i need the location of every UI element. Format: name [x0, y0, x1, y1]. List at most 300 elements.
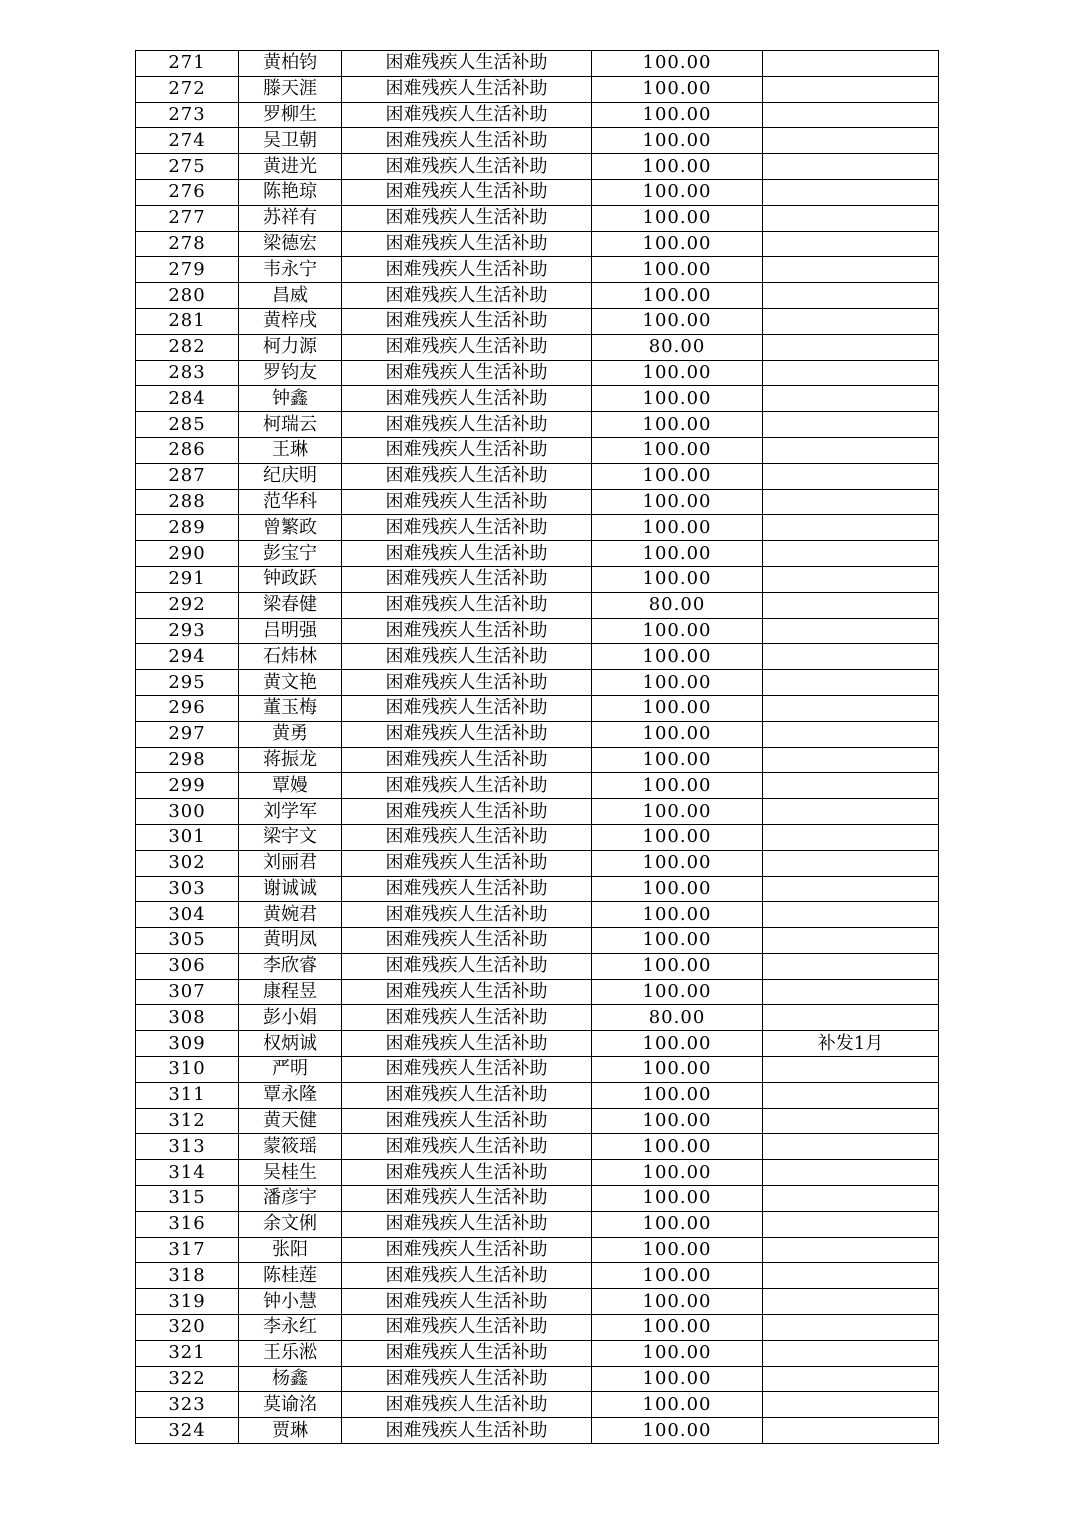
- note-cell: [763, 747, 939, 773]
- note-cell: [763, 1160, 939, 1186]
- subsidy-item-cell: 困难残疾人生活补助: [342, 1108, 592, 1134]
- table-row: [136, 876, 939, 902]
- note-cell: [763, 179, 939, 205]
- row-number-cell: 299: [136, 773, 239, 799]
- row-number-cell: 297: [136, 721, 239, 747]
- subsidy-item-cell: 困难残疾人生活补助: [342, 799, 592, 825]
- subsidy-item-cell: 困难残疾人生活补助: [342, 1237, 592, 1263]
- recipient-name-cell: 曾繁政: [239, 515, 342, 541]
- table-row: [136, 283, 939, 309]
- table-row: [136, 128, 939, 154]
- note-cell: [763, 721, 939, 747]
- row-number-cell: 287: [136, 463, 239, 489]
- amount-cell: 100.00: [592, 463, 763, 489]
- recipient-name-cell: 李永红: [239, 1315, 342, 1341]
- subsidy-item-cell: 困难残疾人生活补助: [342, 360, 592, 386]
- amount-cell: 100.00: [592, 876, 763, 902]
- row-number-cell: 278: [136, 231, 239, 257]
- recipient-name-cell: 柯瑞云: [239, 412, 342, 438]
- note-cell: [763, 386, 939, 412]
- subsidy-item-cell: 困难残疾人生活补助: [342, 205, 592, 231]
- table-row: [136, 1082, 939, 1108]
- note-cell: [763, 670, 939, 696]
- amount-cell: 100.00: [592, 566, 763, 592]
- table-row: [136, 1186, 939, 1212]
- amount-cell: 100.00: [592, 231, 763, 257]
- recipient-name-cell: 梁宇文: [239, 824, 342, 850]
- note-cell: [763, 1392, 939, 1418]
- recipient-name-cell: 黄天健: [239, 1108, 342, 1134]
- row-number-cell: 300: [136, 799, 239, 825]
- table-row: [136, 618, 939, 644]
- recipient-name-cell: 严明: [239, 1057, 342, 1083]
- recipient-name-cell: 余文俐: [239, 1211, 342, 1237]
- recipient-name-cell: 黄进光: [239, 154, 342, 180]
- table-row: [136, 1263, 939, 1289]
- note-cell: [763, 1340, 939, 1366]
- recipient-name-cell: 陈艳琼: [239, 179, 342, 205]
- subsidy-item-cell: 困难残疾人生活补助: [342, 747, 592, 773]
- subsidy-item-cell: 困难残疾人生活补助: [342, 412, 592, 438]
- amount-cell: 100.00: [592, 1340, 763, 1366]
- recipient-name-cell: 覃永隆: [239, 1082, 342, 1108]
- subsidy-item-cell: 困难残疾人生活补助: [342, 644, 592, 670]
- table-row: [136, 412, 939, 438]
- amount-cell: 100.00: [592, 360, 763, 386]
- amount-cell: 80.00: [592, 592, 763, 618]
- subsidy-item-cell: 困难残疾人生活补助: [342, 824, 592, 850]
- note-cell: [763, 1315, 939, 1341]
- row-number-cell: 294: [136, 644, 239, 670]
- row-number-cell: 304: [136, 902, 239, 928]
- subsidy-item-cell: 困难残疾人生活补助: [342, 1005, 592, 1031]
- amount-cell: 100.00: [592, 257, 763, 283]
- row-number-cell: 277: [136, 205, 239, 231]
- amount-cell: 100.00: [592, 721, 763, 747]
- subsidy-item-cell: 困难残疾人生活补助: [342, 231, 592, 257]
- subsidy-item-cell: 困难残疾人生活补助: [342, 51, 592, 77]
- note-cell: [763, 695, 939, 721]
- subsidy-item-cell: 困难残疾人生活补助: [342, 1082, 592, 1108]
- table-row: [136, 205, 939, 231]
- recipient-name-cell: 黄明凤: [239, 928, 342, 954]
- recipient-name-cell: 钟鑫: [239, 386, 342, 412]
- note-cell: [763, 1186, 939, 1212]
- table-row: [136, 1340, 939, 1366]
- amount-cell: 100.00: [592, 154, 763, 180]
- row-number-cell: 295: [136, 670, 239, 696]
- table-row: [136, 1211, 939, 1237]
- row-number-cell: 291: [136, 566, 239, 592]
- amount-cell: 100.00: [592, 437, 763, 463]
- amount-cell: 100.00: [592, 128, 763, 154]
- amount-cell: 100.00: [592, 1237, 763, 1263]
- note-cell: [763, 773, 939, 799]
- table-row: [136, 721, 939, 747]
- amount-cell: 100.00: [592, 618, 763, 644]
- amount-cell: 100.00: [592, 205, 763, 231]
- recipient-name-cell: 权炳诚: [239, 1031, 342, 1057]
- row-number-cell: 275: [136, 154, 239, 180]
- note-cell: [763, 592, 939, 618]
- table-row: [136, 51, 939, 77]
- note-cell: [763, 566, 939, 592]
- table-row: [136, 1160, 939, 1186]
- recipient-name-cell: 吴桂生: [239, 1160, 342, 1186]
- row-number-cell: 321: [136, 1340, 239, 1366]
- subsidy-item-cell: 困难残疾人生活补助: [342, 489, 592, 515]
- recipient-name-cell: 陈桂莲: [239, 1263, 342, 1289]
- note-cell: [763, 1366, 939, 1392]
- recipient-name-cell: 梁德宏: [239, 231, 342, 257]
- subsidy-item-cell: 困难残疾人生活补助: [342, 1366, 592, 1392]
- row-number-cell: 285: [136, 412, 239, 438]
- note-cell: [763, 102, 939, 128]
- row-number-cell: 276: [136, 179, 239, 205]
- table-row: [136, 902, 939, 928]
- subsidy-item-cell: 困难残疾人生活补助: [342, 257, 592, 283]
- recipient-name-cell: 彭宝宁: [239, 541, 342, 567]
- recipient-name-cell: 蒋振龙: [239, 747, 342, 773]
- subsidy-item-cell: 困难残疾人生活补助: [342, 1418, 592, 1444]
- table-row: [136, 1057, 939, 1083]
- row-number-cell: 282: [136, 334, 239, 360]
- table-row: [136, 850, 939, 876]
- note-cell: [763, 876, 939, 902]
- note-cell: [763, 799, 939, 825]
- subsidy-item-cell: 困难残疾人生活补助: [342, 437, 592, 463]
- table-row: [136, 695, 939, 721]
- subsidy-item-cell: 困难残疾人生活补助: [342, 463, 592, 489]
- row-number-cell: 283: [136, 360, 239, 386]
- amount-cell: 100.00: [592, 489, 763, 515]
- table-row: [136, 515, 939, 541]
- recipient-name-cell: 潘彦宇: [239, 1186, 342, 1212]
- subsidy-item-cell: 困难残疾人生活补助: [342, 1289, 592, 1315]
- recipient-name-cell: 钟政跃: [239, 566, 342, 592]
- row-number-cell: 281: [136, 308, 239, 334]
- amount-cell: 100.00: [592, 902, 763, 928]
- recipient-name-cell: 罗柳生: [239, 102, 342, 128]
- table-row: [136, 1108, 939, 1134]
- row-number-cell: 310: [136, 1057, 239, 1083]
- table-row: [136, 1031, 939, 1057]
- recipient-name-cell: 罗钧友: [239, 360, 342, 386]
- subsidy-item-cell: 困难残疾人生活补助: [342, 953, 592, 979]
- note-cell: [763, 902, 939, 928]
- amount-cell: 100.00: [592, 953, 763, 979]
- recipient-name-cell: 黄婉君: [239, 902, 342, 928]
- note-cell: [763, 283, 939, 309]
- table-row: [136, 257, 939, 283]
- table-row: [136, 541, 939, 567]
- subsidy-item-cell: 困难残疾人生活补助: [342, 876, 592, 902]
- note-cell: [763, 953, 939, 979]
- subsidy-item-cell: 困难残疾人生活补助: [342, 670, 592, 696]
- subsidy-item-cell: 困难残疾人生活补助: [342, 773, 592, 799]
- row-number-cell: 279: [136, 257, 239, 283]
- amount-cell: 100.00: [592, 1211, 763, 1237]
- row-number-cell: 307: [136, 979, 239, 1005]
- subsidy-item-cell: 困难残疾人生活补助: [342, 721, 592, 747]
- note-cell: [763, 1211, 939, 1237]
- note-cell: [763, 928, 939, 954]
- row-number-cell: 317: [136, 1237, 239, 1263]
- note-cell: [763, 360, 939, 386]
- note-cell: [763, 1289, 939, 1315]
- row-number-cell: 284: [136, 386, 239, 412]
- subsidy-roster-table: [135, 50, 939, 1444]
- recipient-name-cell: 黄文艳: [239, 670, 342, 696]
- amount-cell: 100.00: [592, 928, 763, 954]
- table-row: [136, 1366, 939, 1392]
- table-row: [136, 1392, 939, 1418]
- amount-cell: 100.00: [592, 102, 763, 128]
- subsidy-item-cell: 困难残疾人生活补助: [342, 128, 592, 154]
- note-cell: [763, 1082, 939, 1108]
- subsidy-item-cell: 困难残疾人生活补助: [342, 902, 592, 928]
- row-number-cell: 315: [136, 1186, 239, 1212]
- recipient-name-cell: 刘学军: [239, 799, 342, 825]
- subsidy-item-cell: 困难残疾人生活补助: [342, 515, 592, 541]
- note-cell: [763, 1108, 939, 1134]
- recipient-name-cell: 滕天涯: [239, 76, 342, 102]
- subsidy-item-cell: 困难残疾人生活补助: [342, 566, 592, 592]
- row-number-cell: 271: [136, 51, 239, 77]
- subsidy-item-cell: 困难残疾人生活补助: [342, 850, 592, 876]
- row-number-cell: 296: [136, 695, 239, 721]
- amount-cell: 100.00: [592, 386, 763, 412]
- amount-cell: 100.00: [592, 308, 763, 334]
- subsidy-item-cell: 困难残疾人生活补助: [342, 1134, 592, 1160]
- amount-cell: 80.00: [592, 334, 763, 360]
- amount-cell: 100.00: [592, 1108, 763, 1134]
- row-number-cell: 324: [136, 1418, 239, 1444]
- table-row: [136, 231, 939, 257]
- note-cell: [763, 334, 939, 360]
- table-row: [136, 102, 939, 128]
- table-row: [136, 979, 939, 1005]
- row-number-cell: 273: [136, 102, 239, 128]
- row-number-cell: 316: [136, 1211, 239, 1237]
- subsidy-item-cell: 困难残疾人生活补助: [342, 1263, 592, 1289]
- table-row: [136, 308, 939, 334]
- recipient-name-cell: 莫谕洺: [239, 1392, 342, 1418]
- note-cell: [763, 231, 939, 257]
- table-row: [136, 928, 939, 954]
- row-number-cell: 286: [136, 437, 239, 463]
- note-cell: [763, 412, 939, 438]
- amount-cell: 100.00: [592, 1366, 763, 1392]
- row-number-cell: 308: [136, 1005, 239, 1031]
- note-cell: [763, 437, 939, 463]
- amount-cell: 100.00: [592, 541, 763, 567]
- table-row: [136, 386, 939, 412]
- amount-cell: 100.00: [592, 76, 763, 102]
- subsidy-item-cell: 困难残疾人生活补助: [342, 928, 592, 954]
- note-cell: [763, 1418, 939, 1444]
- note-cell: [763, 850, 939, 876]
- row-number-cell: 312: [136, 1108, 239, 1134]
- subsidy-item-cell: 困难残疾人生活补助: [342, 1315, 592, 1341]
- table-row: [136, 1418, 939, 1444]
- row-number-cell: 323: [136, 1392, 239, 1418]
- note-cell: [763, 1263, 939, 1289]
- row-number-cell: 293: [136, 618, 239, 644]
- subsidy-item-cell: 困难残疾人生活补助: [342, 1340, 592, 1366]
- row-number-cell: 309: [136, 1031, 239, 1057]
- subsidy-item-cell: 困难残疾人生活补助: [342, 102, 592, 128]
- note-cell: [763, 979, 939, 1005]
- note-cell: [763, 128, 939, 154]
- note-cell: [763, 257, 939, 283]
- note-cell: [763, 1057, 939, 1083]
- recipient-name-cell: 梁春健: [239, 592, 342, 618]
- subsidy-item-cell: 困难残疾人生活补助: [342, 1057, 592, 1083]
- table-row: [136, 644, 939, 670]
- table-row: [136, 773, 939, 799]
- recipient-name-cell: 谢诚诚: [239, 876, 342, 902]
- row-number-cell: 302: [136, 850, 239, 876]
- amount-cell: 100.00: [592, 644, 763, 670]
- recipient-name-cell: 杨鑫: [239, 1366, 342, 1392]
- recipient-name-cell: 覃嫚: [239, 773, 342, 799]
- amount-cell: 100.00: [592, 515, 763, 541]
- subsidy-item-cell: 困难残疾人生活补助: [342, 334, 592, 360]
- note-cell: [763, 205, 939, 231]
- roster-body: [136, 51, 939, 1444]
- note-cell: [763, 644, 939, 670]
- row-number-cell: 289: [136, 515, 239, 541]
- amount-cell: 100.00: [592, 283, 763, 309]
- amount-cell: 100.00: [592, 850, 763, 876]
- subsidy-item-cell: 困难残疾人生活补助: [342, 1392, 592, 1418]
- recipient-name-cell: 范华科: [239, 489, 342, 515]
- recipient-name-cell: 康程昱: [239, 979, 342, 1005]
- recipient-name-cell: 董玉梅: [239, 695, 342, 721]
- amount-cell: 100.00: [592, 179, 763, 205]
- subsidy-item-cell: 困难残疾人生活补助: [342, 592, 592, 618]
- recipient-name-cell: 王乐淞: [239, 1340, 342, 1366]
- recipient-name-cell: 钟小慧: [239, 1289, 342, 1315]
- row-number-cell: 322: [136, 1366, 239, 1392]
- table-row: [136, 1315, 939, 1341]
- note-cell: [763, 1237, 939, 1263]
- table-row: [136, 76, 939, 102]
- subsidy-item-cell: 困难残疾人生活补助: [342, 1031, 592, 1057]
- subsidy-item-cell: 困难残疾人生活补助: [342, 1160, 592, 1186]
- table-row: [136, 670, 939, 696]
- row-number-cell: 306: [136, 953, 239, 979]
- row-number-cell: 311: [136, 1082, 239, 1108]
- note-cell: 补发1月: [763, 1031, 939, 1057]
- note-cell: [763, 308, 939, 334]
- amount-cell: 100.00: [592, 1418, 763, 1444]
- recipient-name-cell: 贾琳: [239, 1418, 342, 1444]
- row-number-cell: 303: [136, 876, 239, 902]
- amount-cell: 100.00: [592, 773, 763, 799]
- note-cell: [763, 463, 939, 489]
- recipient-name-cell: 柯力源: [239, 334, 342, 360]
- amount-cell: 100.00: [592, 51, 763, 77]
- note-cell: [763, 1005, 939, 1031]
- note-cell: [763, 51, 939, 77]
- recipient-name-cell: 吴卫朝: [239, 128, 342, 154]
- subsidy-item-cell: 困难残疾人生活补助: [342, 283, 592, 309]
- recipient-name-cell: 吕明强: [239, 618, 342, 644]
- table-row: [136, 1237, 939, 1263]
- subsidy-item-cell: 困难残疾人生活补助: [342, 76, 592, 102]
- subsidy-item-cell: 困难残疾人生活补助: [342, 979, 592, 1005]
- recipient-name-cell: 黄勇: [239, 721, 342, 747]
- row-number-cell: 301: [136, 824, 239, 850]
- note-cell: [763, 618, 939, 644]
- subsidy-item-cell: 困难残疾人生活补助: [342, 1211, 592, 1237]
- recipient-name-cell: 昌威: [239, 283, 342, 309]
- recipient-name-cell: 李欣睿: [239, 953, 342, 979]
- recipient-name-cell: 王琳: [239, 437, 342, 463]
- recipient-name-cell: 纪庆明: [239, 463, 342, 489]
- table-row: [136, 824, 939, 850]
- amount-cell: 100.00: [592, 1186, 763, 1212]
- row-number-cell: 298: [136, 747, 239, 773]
- row-number-cell: 290: [136, 541, 239, 567]
- subsidy-item-cell: 困难残疾人生活补助: [342, 179, 592, 205]
- amount-cell: 100.00: [592, 1160, 763, 1186]
- table-row: [136, 360, 939, 386]
- amount-cell: 100.00: [592, 1057, 763, 1083]
- amount-cell: 100.00: [592, 1134, 763, 1160]
- table-row: [136, 179, 939, 205]
- amount-cell: 100.00: [592, 747, 763, 773]
- table-row: [136, 592, 939, 618]
- table-row: [136, 154, 939, 180]
- amount-cell: 100.00: [592, 799, 763, 825]
- row-number-cell: 272: [136, 76, 239, 102]
- row-number-cell: 280: [136, 283, 239, 309]
- table-row: [136, 463, 939, 489]
- note-cell: [763, 489, 939, 515]
- table-row: [136, 953, 939, 979]
- amount-cell: 100.00: [592, 1289, 763, 1315]
- recipient-name-cell: 苏祥有: [239, 205, 342, 231]
- row-number-cell: 274: [136, 128, 239, 154]
- recipient-name-cell: 刘丽君: [239, 850, 342, 876]
- amount-cell: 100.00: [592, 1031, 763, 1057]
- amount-cell: 100.00: [592, 1082, 763, 1108]
- row-number-cell: 292: [136, 592, 239, 618]
- note-cell: [763, 1134, 939, 1160]
- subsidy-item-cell: 困难残疾人生活补助: [342, 308, 592, 334]
- amount-cell: 100.00: [592, 670, 763, 696]
- amount-cell: 100.00: [592, 1263, 763, 1289]
- table-row: [136, 1134, 939, 1160]
- subsidy-item-cell: 困难残疾人生活补助: [342, 695, 592, 721]
- subsidy-item-cell: 困难残疾人生活补助: [342, 1186, 592, 1212]
- row-number-cell: 314: [136, 1160, 239, 1186]
- table-row: [136, 799, 939, 825]
- recipient-name-cell: 石炜林: [239, 644, 342, 670]
- table-row: [136, 1289, 939, 1315]
- recipient-name-cell: 黄梓戌: [239, 308, 342, 334]
- table-row: [136, 437, 939, 463]
- subsidy-item-cell: 困难残疾人生活补助: [342, 541, 592, 567]
- table-row: [136, 566, 939, 592]
- recipient-name-cell: 黄柏钧: [239, 51, 342, 77]
- amount-cell: 80.00: [592, 1005, 763, 1031]
- note-cell: [763, 515, 939, 541]
- amount-cell: 100.00: [592, 1315, 763, 1341]
